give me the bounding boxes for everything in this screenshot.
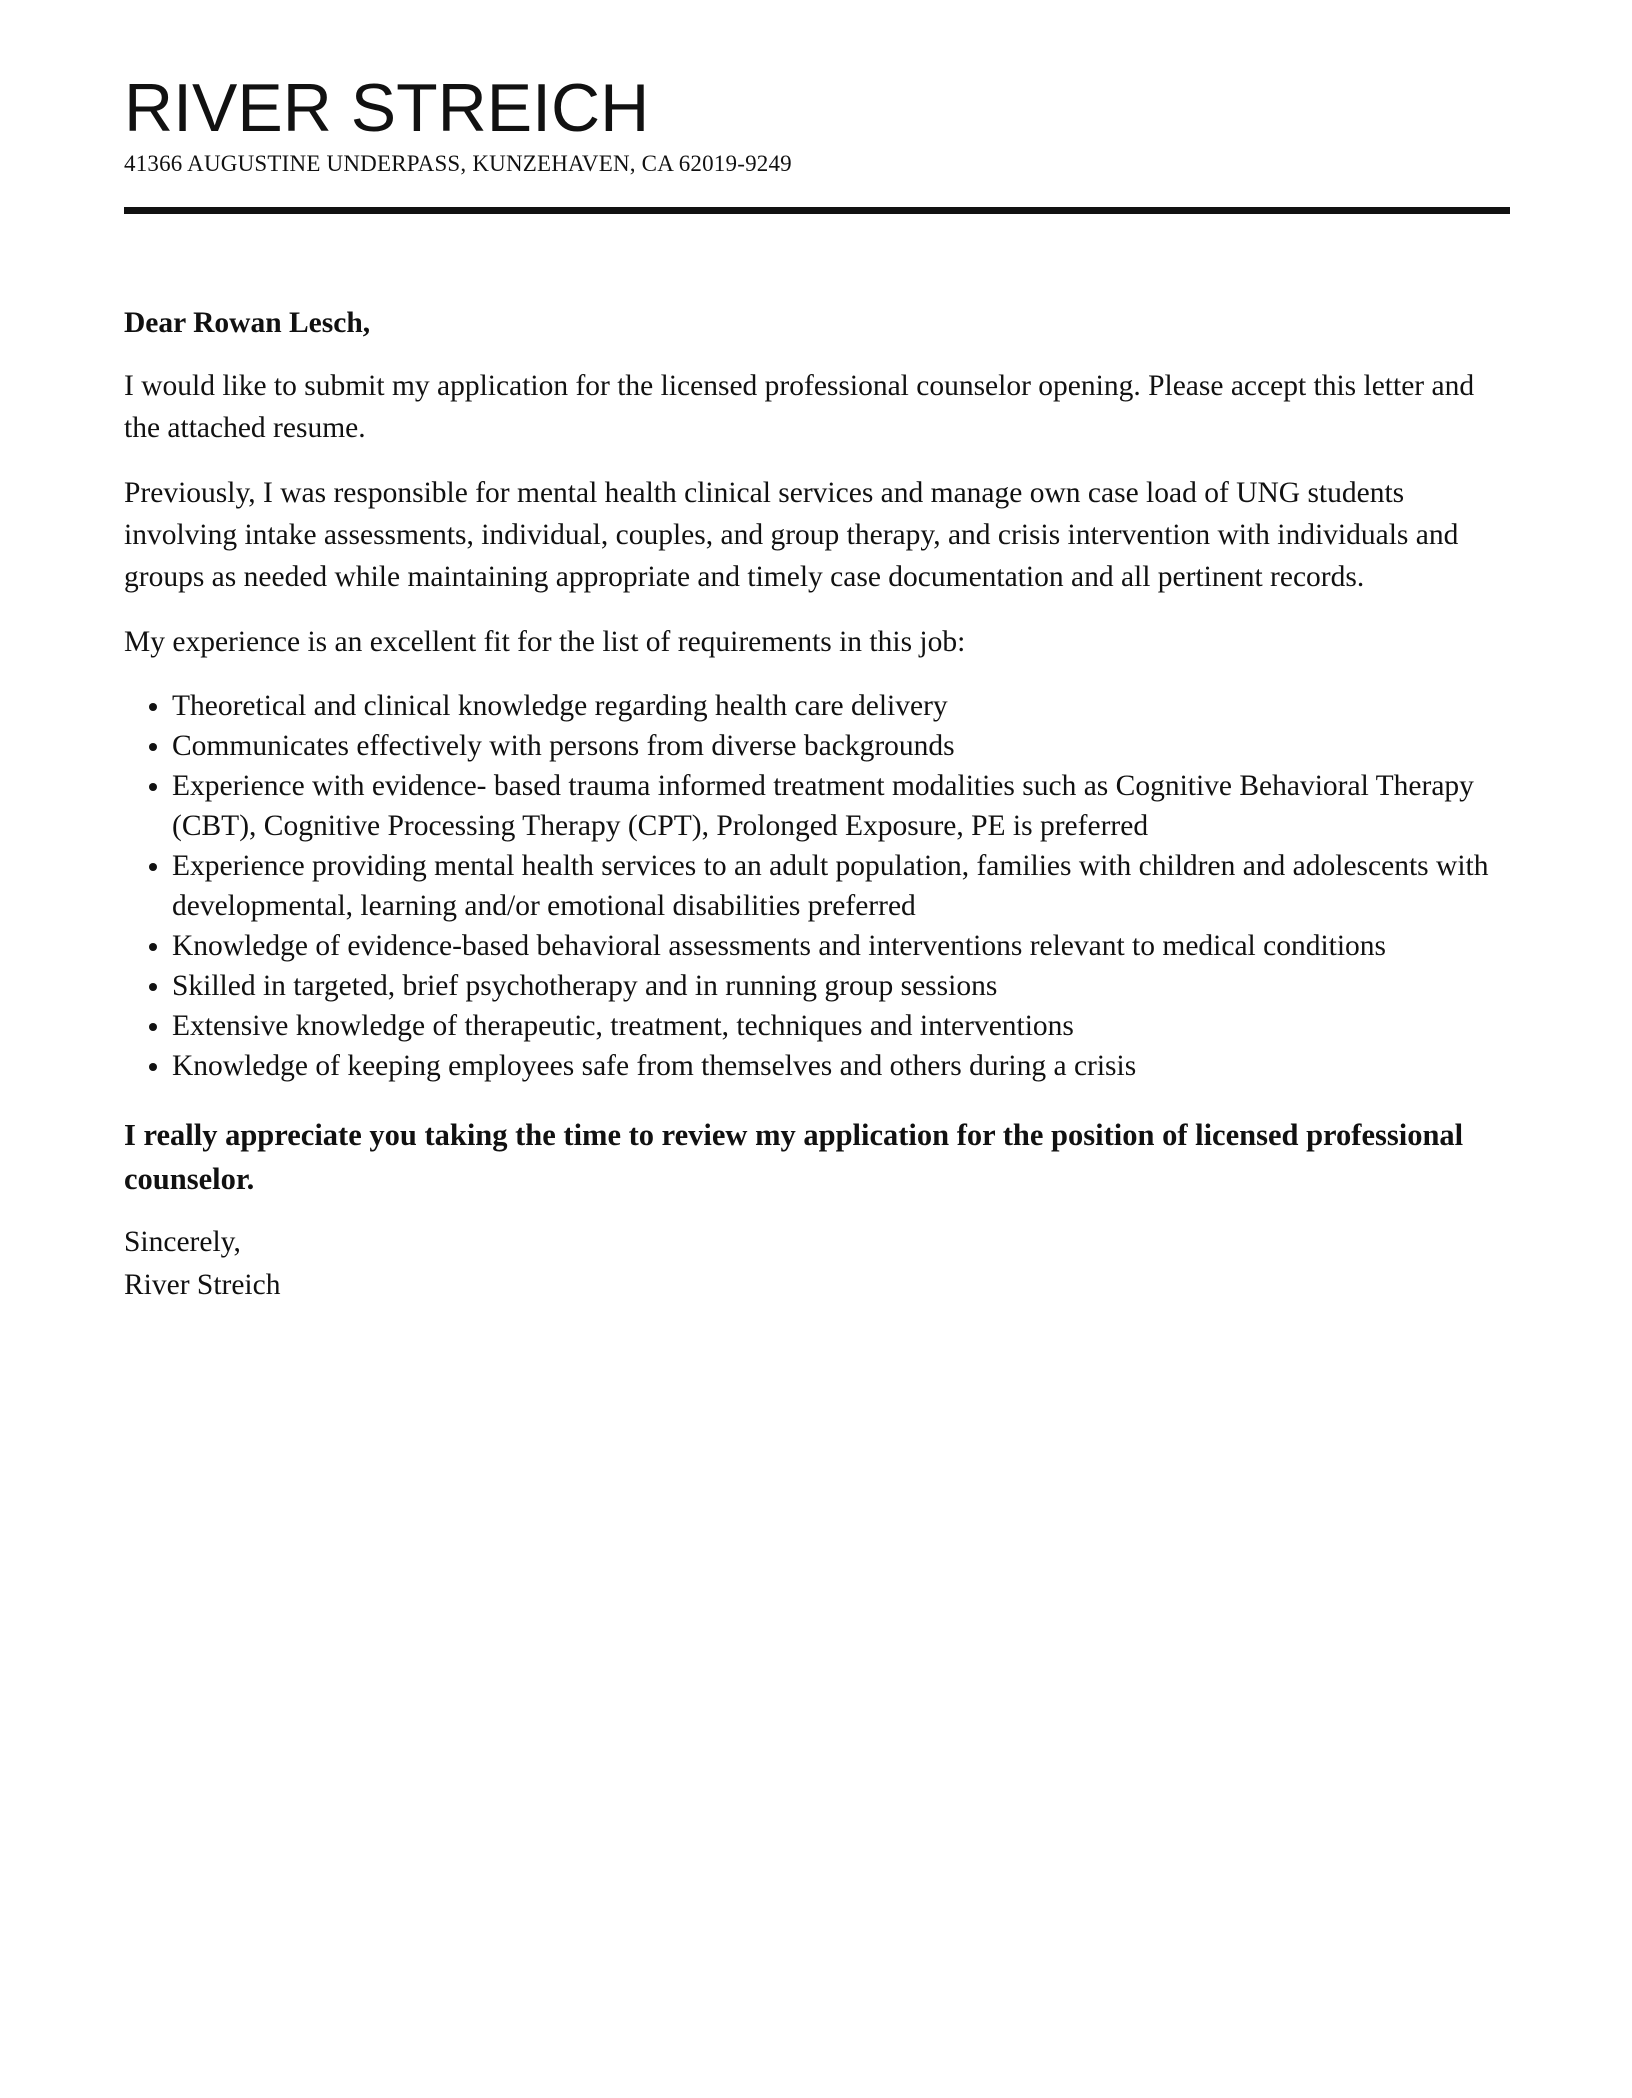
- list-item: • Experience providing mental health services to an adult population, families with children and adolescents with developmental, learning and/or emotional disabilities preferred: [172, 846, 1510, 926]
- requirements-intro: My experience is an excellent fit for the list of requirements in this job:: [124, 626, 966, 658]
- list-item: • Skilled in targeted, brief psychotherapy and in running group sessions: [172, 966, 1510, 1006]
- list-item: • Extensive knowledge of therapeutic, treatment, techniques and interventions: [172, 1006, 1510, 1046]
- letter-greeting: Dear Rowan Lesch,: [124, 307, 371, 339]
- list-item: • Knowledge of keeping employees safe from themselves and others during a crisis: [172, 1046, 1510, 1086]
- list-item: • Experience with evidence- based trauma informed treatment modalities such as Cognitive Behavioral Therapy (CBT), Cognitive Processing Therapy (CPT), Prolonged Exposure, PE is preferred: [172, 766, 1510, 846]
- header-divider: [124, 207, 1510, 214]
- signature-name: River Streich: [124, 1269, 281, 1301]
- intro-paragraph: I would like to submit my application for the licensed professional counselor opening. Please accept this letter and the attached resume.: [124, 370, 1475, 444]
- experience-paragraph: Previously, I was responsible for mental health clinical services and manage own case load of UNG students involving intake assessments, individual, couples, and group therapy, and crisis intervention with individuals and groups as needed while maintaining appropriate and timely case documentation and all pertinent records.: [124, 477, 1459, 593]
- applicant-name: RIVER STREICH: [124, 70, 650, 146]
- list-item: • Knowledge of evidence-based behavioral assessments and interventions relevant to medical conditions: [172, 926, 1510, 966]
- list-item: • Communicates effectively with persons from diverse backgrounds: [172, 726, 1510, 766]
- letter-body: [124, 302, 1510, 1307]
- applicant-address: 41366 AUGUSTINE UNDERPASS, KUNZEHAVEN, CA 62019-9249: [124, 151, 792, 176]
- closing-statement: I really appreciate you taking the time to review my application for the position of licensed professional counselor.: [124, 1118, 1464, 1196]
- signoff: Sincerely,: [124, 1226, 241, 1258]
- list-item: • Theoretical and clinical knowledge regarding health care delivery: [172, 686, 1510, 726]
- requirements-list: [124, 686, 1510, 1086]
